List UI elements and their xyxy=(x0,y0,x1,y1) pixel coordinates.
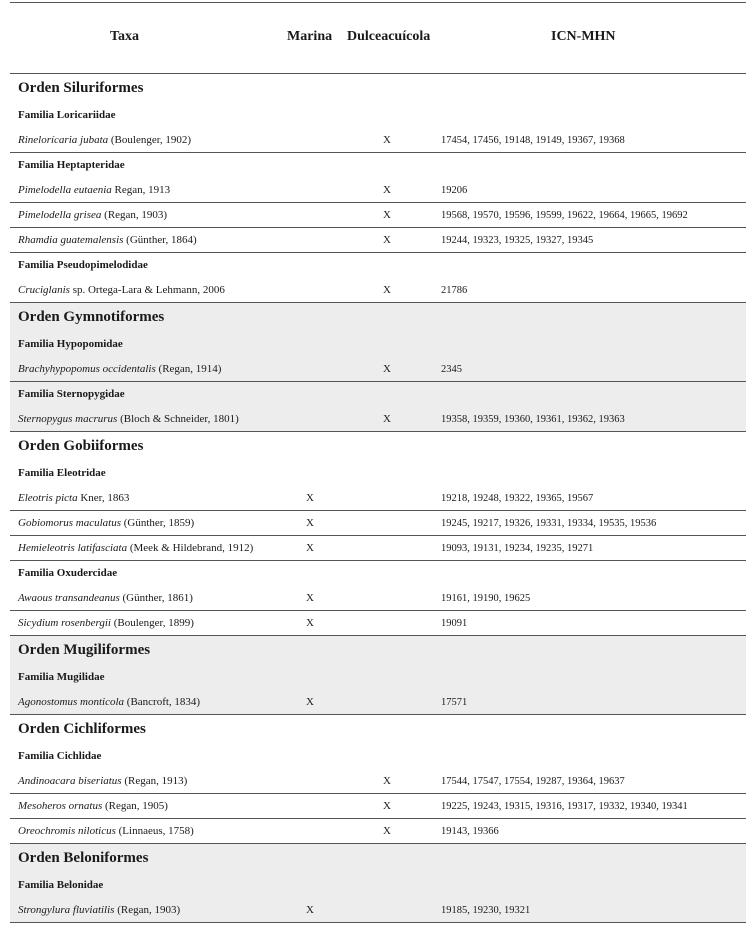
species-row xyxy=(10,536,746,561)
species-author: (Regan, 1914) xyxy=(155,363,222,375)
species-taxon xyxy=(18,819,194,844)
species-taxon xyxy=(18,611,194,636)
header-taxa: Taxa xyxy=(110,29,140,44)
marina-mark: X xyxy=(306,696,314,708)
species-author: (Bancroft, 1834) xyxy=(124,696,201,708)
species-author: (Regan, 1913) xyxy=(121,775,188,787)
species-taxon xyxy=(18,898,180,923)
species-taxon xyxy=(18,178,170,203)
species-name: Eleotris picta xyxy=(18,492,78,504)
family-name: Familia Pseudopimelodidae xyxy=(18,259,148,271)
species-row xyxy=(10,178,746,203)
order-row xyxy=(10,432,746,461)
marina-mark: X xyxy=(306,617,314,629)
species-name: Rinelorícaria jubata xyxy=(18,134,109,146)
species-row xyxy=(10,769,746,794)
order-row xyxy=(10,844,746,873)
family-row xyxy=(10,873,746,898)
species-taxon xyxy=(18,794,168,819)
marina-mark: X xyxy=(306,492,314,504)
marina-mark: X xyxy=(306,517,314,529)
family-name: Familia Belonidae xyxy=(18,879,104,891)
species-author: sp. Ortega-Lara & Lehmann, 2006 xyxy=(69,284,225,296)
species-taxon xyxy=(18,278,225,303)
icn-mhn-numbers: 19185, 19230, 19321 xyxy=(441,905,531,916)
species-name: Sternopygus macrurus xyxy=(18,413,118,425)
species-name: Strongylura fluviatilis xyxy=(18,904,115,916)
species-taxon xyxy=(18,203,167,228)
order-row xyxy=(10,74,746,103)
dulceacuicola-mark: X xyxy=(383,775,391,787)
species-author: (Regan, 1903) xyxy=(101,209,168,221)
dulceacuicola-mark: X xyxy=(383,184,391,196)
family-row xyxy=(10,561,746,586)
species-taxon xyxy=(18,690,200,715)
icn-mhn-numbers: 19161, 19190, 19625 xyxy=(441,593,531,604)
species-author: (Günther, 1861) xyxy=(119,592,193,604)
species-row xyxy=(10,203,746,228)
marina-mark: X xyxy=(306,592,314,604)
species-row xyxy=(10,128,746,153)
icn-mhn-numbers: 21786 xyxy=(441,285,468,296)
species-taxon xyxy=(18,357,221,382)
icn-mhn-numbers: 19568, 19570, 19596, 19599, 19622, 19664, 19665, 19692 xyxy=(441,210,688,221)
family-name: Familia Hypopomidae xyxy=(18,338,123,350)
species-name: Agonostomus monticola xyxy=(18,696,125,708)
species-table xyxy=(10,2,746,923)
species-taxon xyxy=(18,228,197,253)
table-body xyxy=(10,74,746,923)
dulceacuicola-mark: X xyxy=(383,134,391,146)
header-icn-mhn: ICN-MHN xyxy=(551,29,616,44)
species-name: Gobiomorus maculatus xyxy=(18,517,121,529)
species-row xyxy=(10,486,746,511)
dulceacuicola-mark: X xyxy=(383,284,391,296)
icn-mhn-numbers: 19245, 19217, 19326, 19331, 19334, 19535, 19536 xyxy=(441,518,657,529)
family-row xyxy=(10,332,746,357)
species-name: Mesoheros ornatus xyxy=(18,800,103,812)
family-name: Familia Mugilidae xyxy=(18,671,105,683)
icn-mhn-numbers: 19244, 19323, 19325, 19327, 19345 xyxy=(441,235,594,246)
species-author: (Linnaeus, 1758) xyxy=(115,825,194,837)
species-taxon xyxy=(18,586,193,611)
species-name: Hemieleotris latifasciata xyxy=(18,542,128,554)
species-author: (Bloch & Schneider, 1801) xyxy=(117,413,239,425)
species-taxon xyxy=(18,407,239,432)
header-marina: Marina xyxy=(287,29,333,44)
dulceacuicola-mark: X xyxy=(383,413,391,425)
species-taxon xyxy=(18,486,129,511)
dulceacuicola-mark: X xyxy=(383,800,391,812)
species-name: Pimelodella eutaenia xyxy=(18,184,112,196)
icn-mhn-numbers: 19225, 19243, 19315, 19316, 19317, 19332, 19340, 19341 xyxy=(441,801,688,812)
family-name: Familia Eleotridae xyxy=(18,467,106,479)
species-author: Kner, 1863 xyxy=(77,492,130,504)
family-name: Familia Loricariidae xyxy=(18,109,116,121)
species-row xyxy=(10,819,746,844)
species-row xyxy=(10,278,746,303)
order-name: Orden Siluriformes xyxy=(18,80,144,96)
icn-mhn-numbers: 19206 xyxy=(441,185,468,196)
family-row xyxy=(10,253,746,278)
family-row xyxy=(10,665,746,690)
order-name: Orden Mugiliformes xyxy=(18,642,151,658)
family-row xyxy=(10,153,746,178)
family-name: Familia Cichlidae xyxy=(18,750,102,762)
species-name: Sicydium rosenbergii xyxy=(18,617,111,629)
species-name: Andinoacara biseriatus xyxy=(18,775,122,787)
family-row xyxy=(10,461,746,486)
species-row xyxy=(10,511,746,536)
species-row xyxy=(10,611,746,636)
dulceacuicola-mark: X xyxy=(383,363,391,375)
species-author: (Boulenger, 1902) xyxy=(108,134,192,146)
species-author: (Regan, 1903) xyxy=(114,904,181,916)
species-name: Cruciglanis xyxy=(18,284,70,296)
species-author: (Boulenger, 1899) xyxy=(110,617,194,629)
species-row xyxy=(10,794,746,819)
table-header xyxy=(10,2,746,74)
order-name: Orden Cichliformes xyxy=(18,721,146,737)
marina-mark: X xyxy=(306,904,314,916)
species-author: (Meek & Hildebrand, 1912) xyxy=(127,542,254,554)
order-name: Orden Gobiiformes xyxy=(18,438,144,454)
icn-mhn-numbers: 19093, 19131, 19234, 19235, 19271 xyxy=(441,543,594,554)
icn-mhn-numbers: 19218, 19248, 19322, 19365, 19567 xyxy=(441,493,594,504)
order-row xyxy=(10,636,746,665)
species-row xyxy=(10,228,746,253)
icn-mhn-numbers: 19358, 19359, 19360, 19361, 19362, 19363 xyxy=(441,414,625,425)
icn-mhn-numbers: 17454, 17456, 19148, 19149, 19367, 19368 xyxy=(441,135,625,146)
species-row xyxy=(10,898,746,923)
icn-mhn-numbers: 17544, 17547, 17554, 19287, 19364, 19637 xyxy=(441,776,625,787)
species-name: Rhamdia guatemalensis xyxy=(18,234,124,246)
species-row xyxy=(10,407,746,432)
family-row xyxy=(10,382,746,407)
species-taxon xyxy=(18,128,191,153)
order-name: Orden Beloniformes xyxy=(18,850,149,866)
species-name: Brachyhypopomus occidentalis xyxy=(18,363,156,375)
species-name: Awaous transandeanus xyxy=(18,592,120,604)
species-taxon xyxy=(18,511,194,536)
species-author: Regan, 1913 xyxy=(111,184,171,196)
species-author: (Günther, 1864) xyxy=(123,234,197,246)
dulceacuicola-mark: X xyxy=(383,825,391,837)
icn-mhn-numbers: 19143, 19366 xyxy=(441,826,499,837)
icn-mhn-numbers: 19091 xyxy=(441,618,468,629)
family-row xyxy=(10,103,746,128)
species-name: Oreochromis niloticus xyxy=(18,825,116,837)
species-author: (Regan, 1905) xyxy=(102,800,168,812)
species-row xyxy=(10,586,746,611)
family-name: Familia Sternopygidae xyxy=(18,388,125,400)
header-dulceacuicola: Dulceacuícola xyxy=(347,29,431,44)
order-row xyxy=(10,303,746,332)
dulceacuicola-mark: X xyxy=(383,234,391,246)
species-taxon xyxy=(18,769,187,794)
species-row xyxy=(10,357,746,382)
species-taxon xyxy=(18,536,253,561)
order-row xyxy=(10,715,746,744)
family-name: Familia Heptapteridae xyxy=(18,159,125,171)
order-name: Orden Gymnotiformes xyxy=(18,309,165,325)
species-author: (Günther, 1859) xyxy=(120,517,195,529)
dulceacuicola-mark: X xyxy=(383,209,391,221)
species-name: Pimelodella grisea xyxy=(18,209,102,221)
family-row xyxy=(10,744,746,769)
marina-mark: X xyxy=(306,542,314,554)
icn-mhn-numbers: 17571 xyxy=(441,697,468,708)
family-name: Familia Oxudercidae xyxy=(18,567,118,579)
icn-mhn-numbers: 2345 xyxy=(441,364,462,375)
species-row xyxy=(10,690,746,715)
